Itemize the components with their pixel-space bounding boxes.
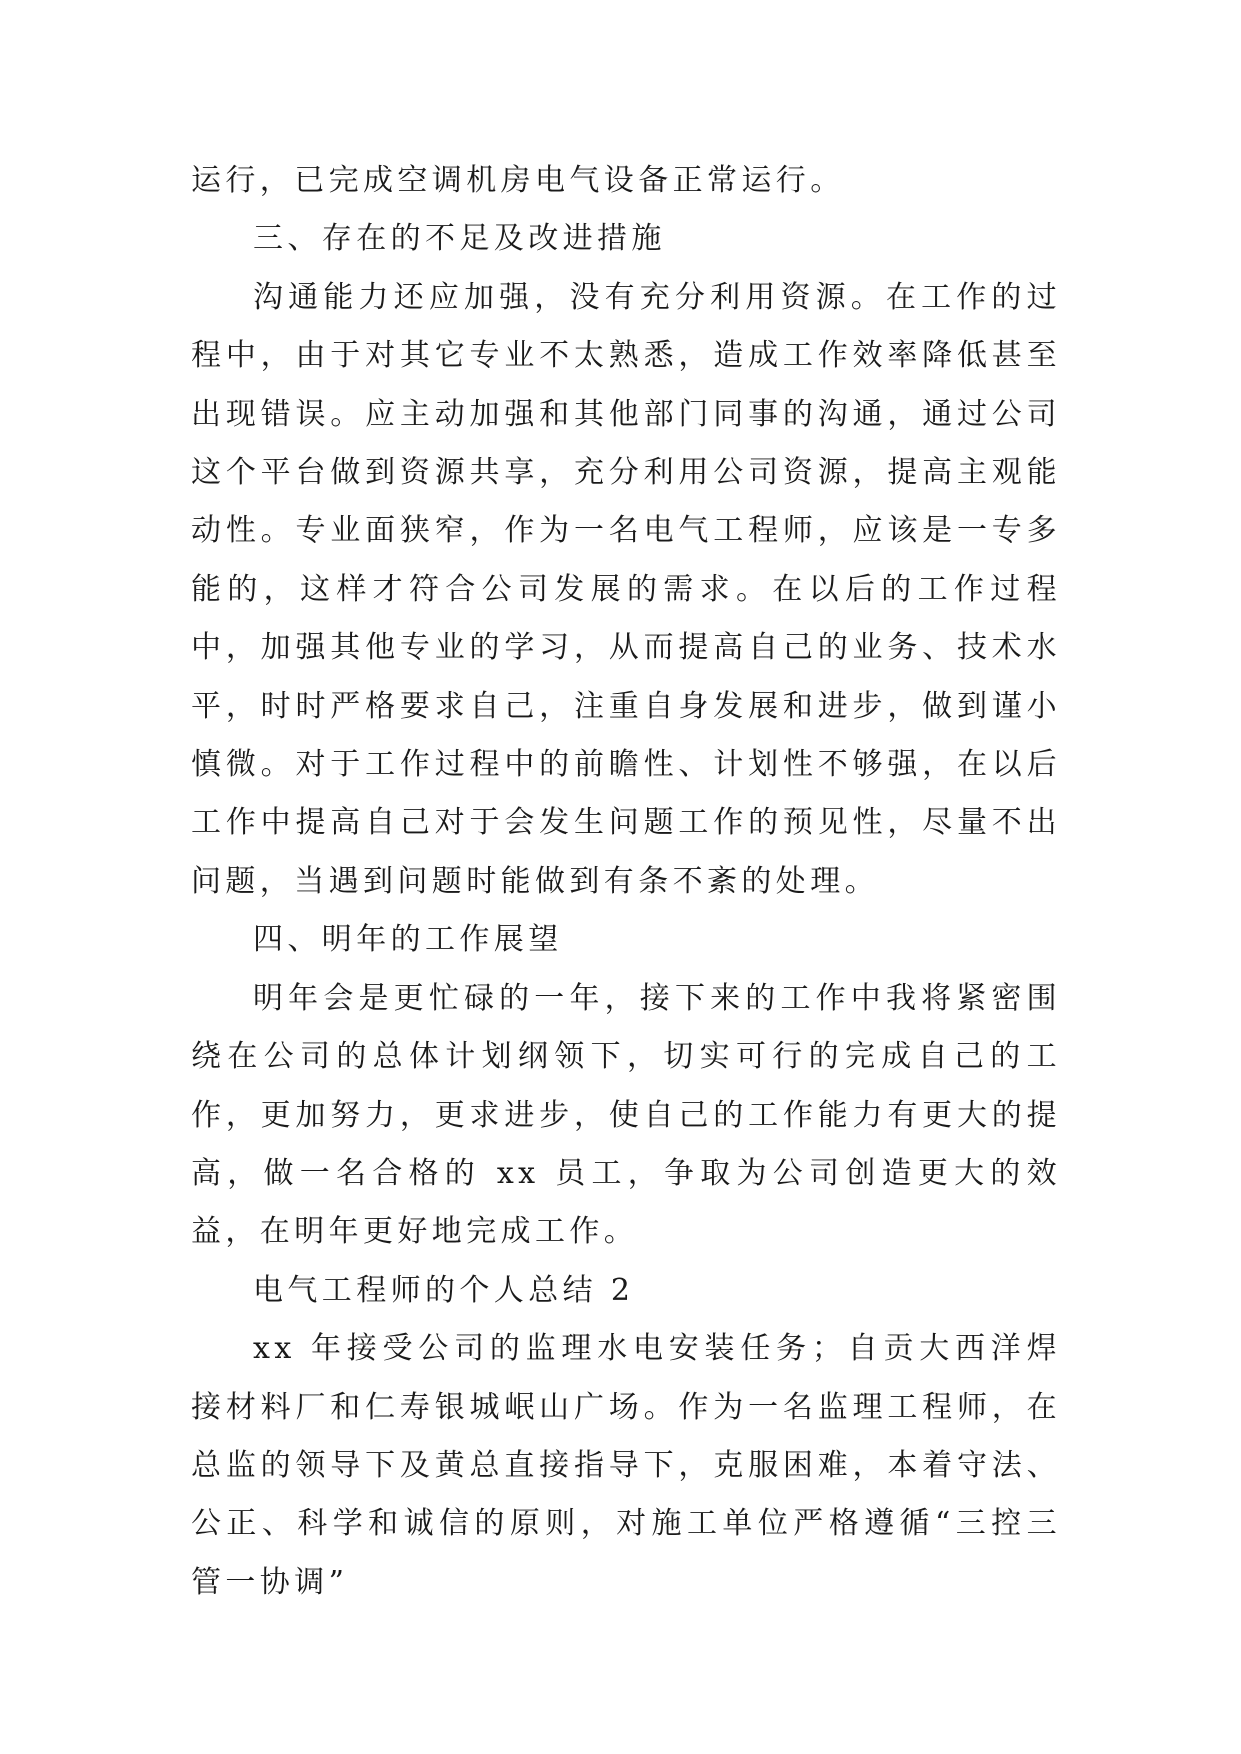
section-heading-3: 三、存在的不足及改进措施: [253, 221, 666, 257]
paragraph-continuation: 运行，已完成空调机房电气设备正常运行。: [191, 163, 845, 198]
article-title-2: 电气工程师的个人总结 2: [253, 1272, 635, 1308]
paragraph-shortcomings: 沟通能力还应加强，没有充分利用资源。在工作的过程中，由于对其它专业不太熟悉，造成工作效率降低甚至出现错误。应主动加强和其他部门同事的沟通，通过公司这个平台做到资源共享，充分利用公司资源，提高主观能动性。专业面狭窄，作为一名电气工程师，应该是一专多能的，这样才符合公司发展的需求。在以后的工作过程中，加强其他专业的学习，从而提高自己的业务、技术水平，时时严格要求自己，注重自身发展和进步，做到谨小慎微。对于工作过程中的前瞻性、计划性不够强，在以后工作中提高自己对于会发生问题工作的预见性，尽量不出问题，当遇到问题时能做到有条不紊的处理。: [191, 279, 1061, 899]
section-heading-4: 四、明年的工作展望: [253, 922, 563, 958]
paragraph-summary-2: xx 年接受公司的监理水电安装任务；自贡大西洋焊接材料厂和仁寿银城岷山广场。作为一名监理工程师，在总监的领导下及黄总直接指导下，克服困难，本着守法、公正、科学和诚信的原则，对施工单位严格遵循“三控三管一协调”: [191, 1331, 1061, 1600]
document-page: [191, 152, 1061, 1612]
paragraph-outlook: 明年会是更忙碌的一年，接下来的工作中我将紧密围绕在公司的总体计划纲领下，切实可行的完成自己的工作，更加努力，更求进步，使自己的工作能力有更大的提高，做一名合格的 xx 员工，争取为公司创造更大的效益，在明年更好地完成工作。: [191, 980, 1061, 1250]
